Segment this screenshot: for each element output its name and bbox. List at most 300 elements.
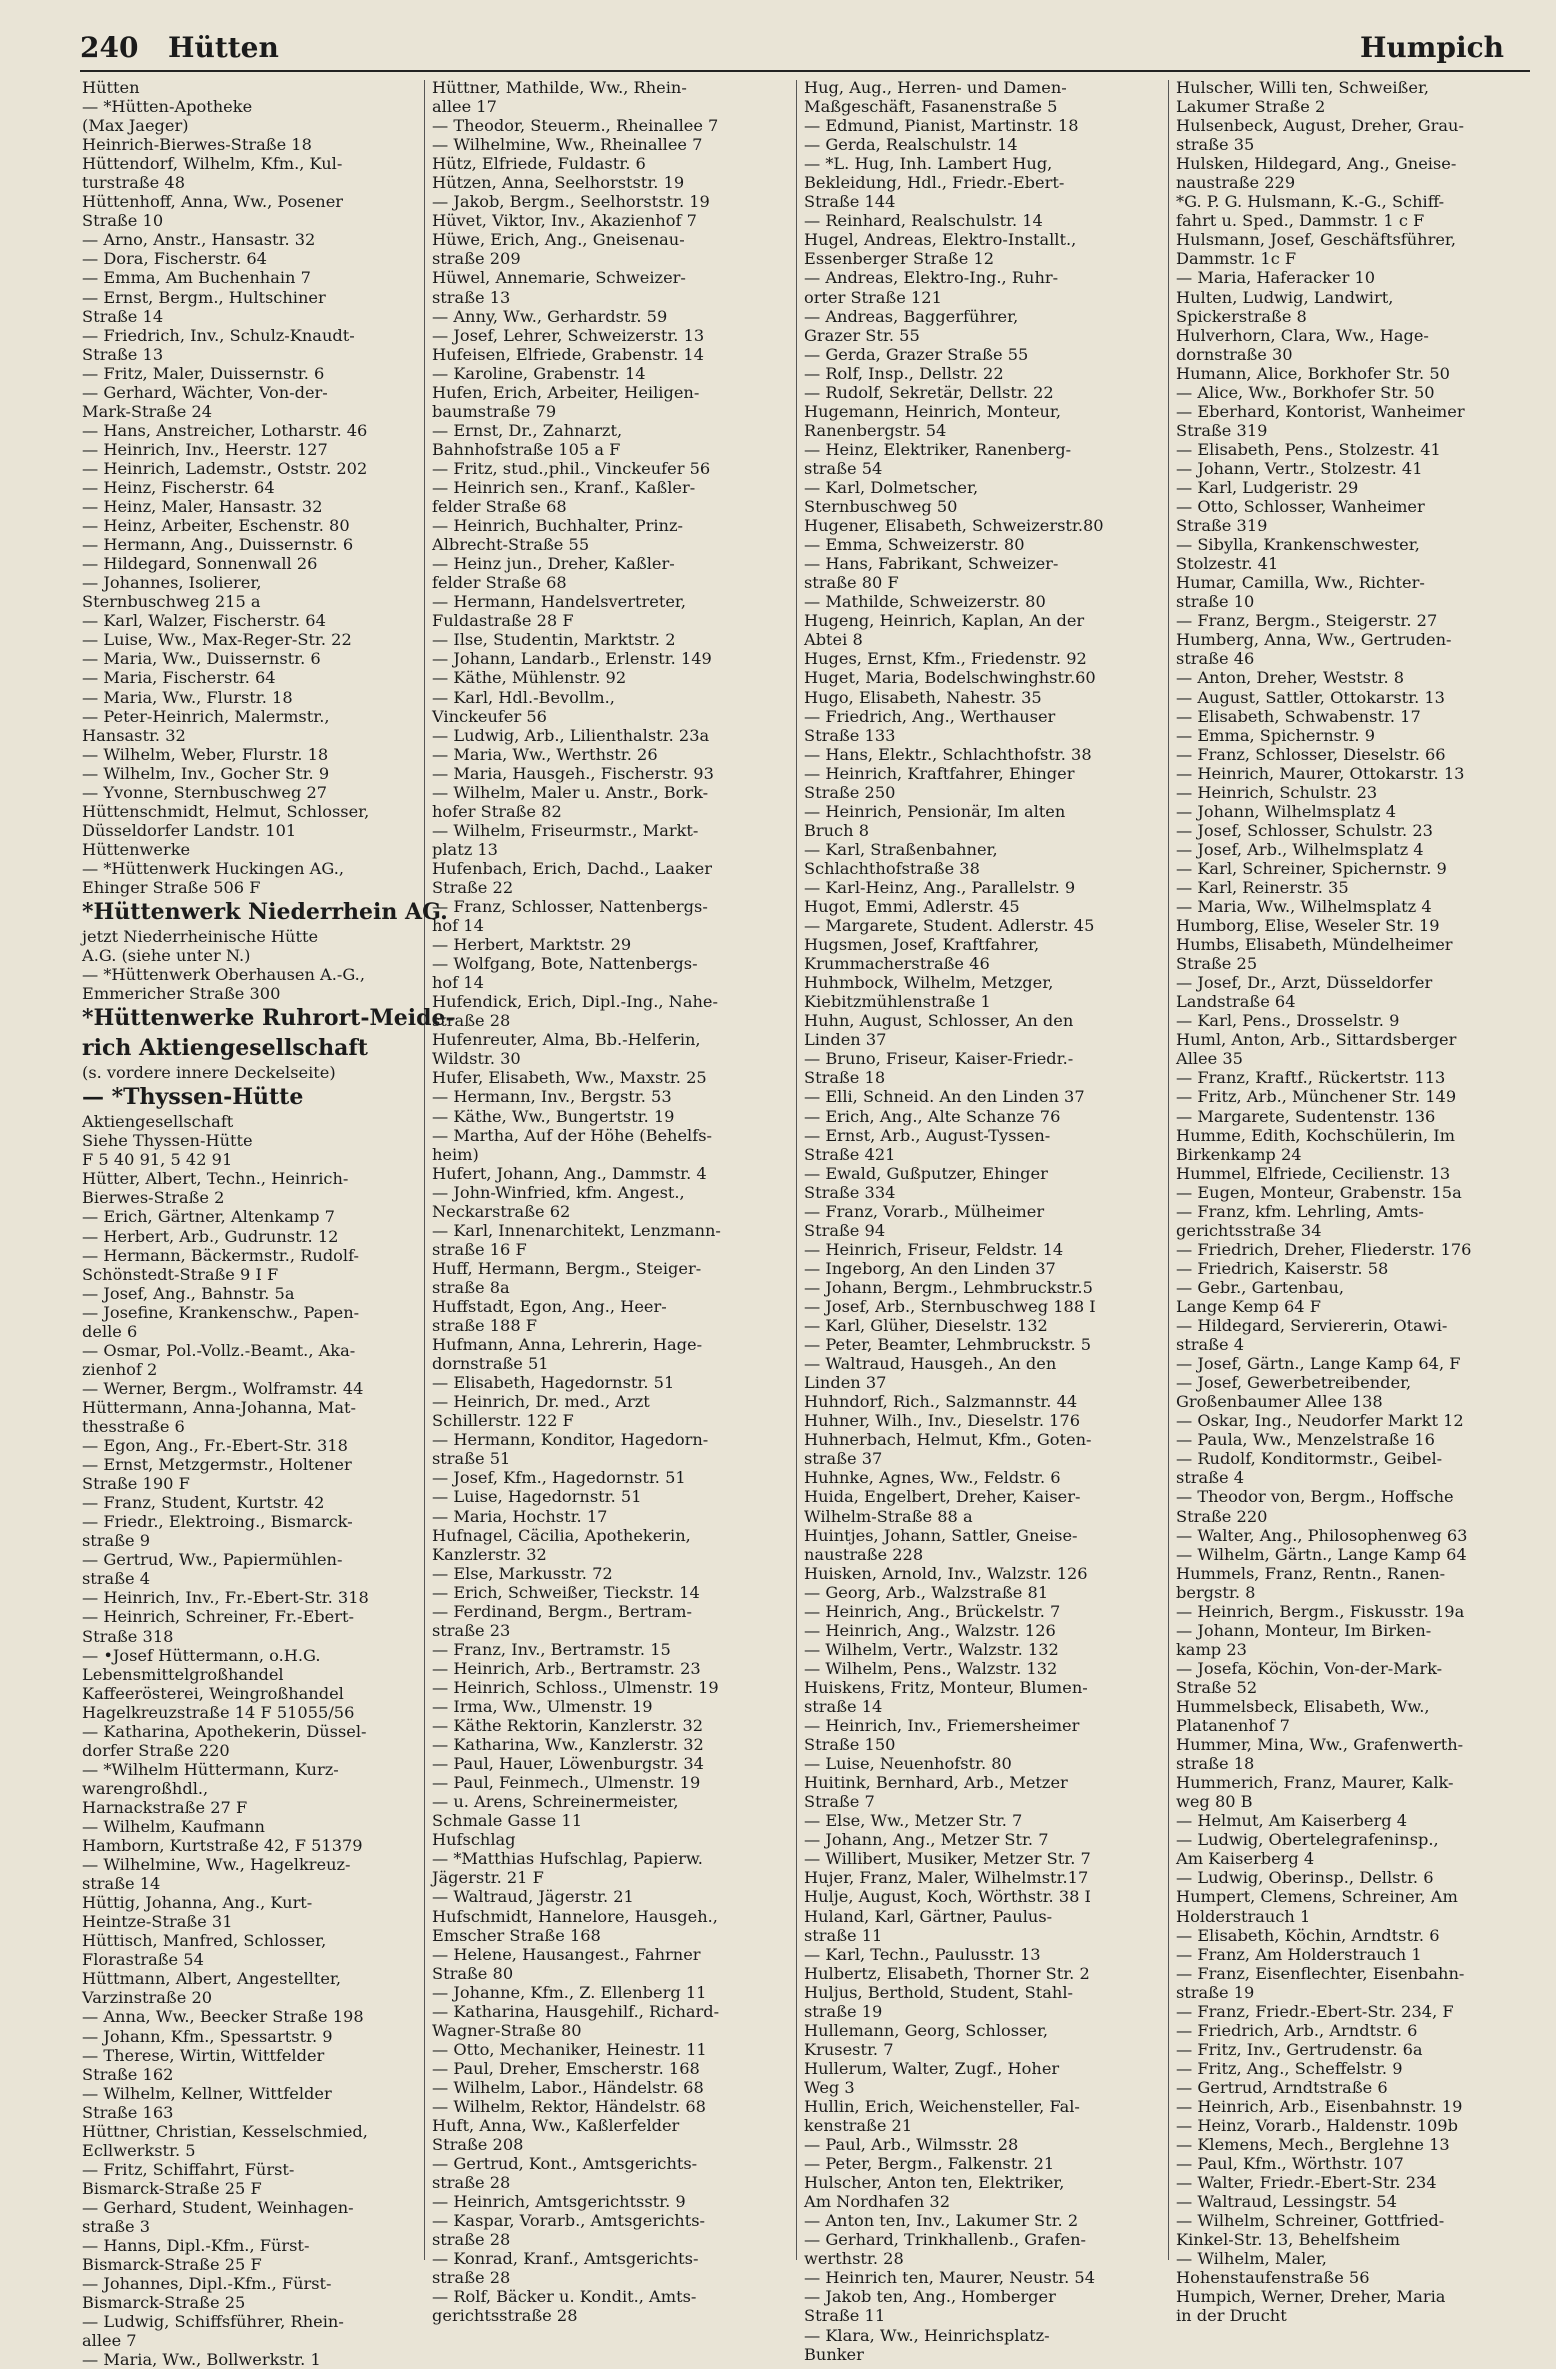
entry-line: — Johann, Kfm., Spessartstr. 9 [82,2026,333,2046]
entry-line: — Ewald, Gußputzer, Ehinger [804,1163,1048,1183]
entry-line: Florastraße 54 [82,1950,204,1970]
entry-line: Großenbaumer Allee 138 [1176,1392,1383,1412]
entry-line: Hufschmidt, Hannelore, Hausgeh., [432,1906,718,1926]
entry-line: — Karl, Dolmetscher, [804,477,979,497]
entry-line: Huljus, Berthold, Student, Stahl- [804,1982,1073,2002]
entry-line: Hufnagel, Cäcilia, Apothekerin, [432,1525,691,1545]
entry-line: — Hermann, Inv., Bergstr. 53 [432,1087,672,1107]
entry-line: — August, Sattler, Ottokarstr. 13 [1176,687,1445,707]
entry-line: Düsseldorfer Landstr. 101 [82,820,297,840]
entry-line: — Maria, Ww., Wilhelmsplatz 4 [1176,897,1432,917]
entry-line: Kiebitzmühlenstraße 1 [804,992,991,1012]
entry-line: — Ferdinand, Bergm., Bertram- [432,1601,692,1621]
entry-line: — Johann, Monteur, Im Birken- [1176,1620,1432,1640]
entry-line: — Johanne, Kfm., Z. Ellenberg 11 [432,1982,707,2002]
entry-line: dorfer Straße 220 [82,1740,230,1760]
entry-line: — Hermann, Ang., Duissernstr. 6 [82,535,354,555]
entry-line: Huft, Anna, Ww., Kaßlerfelder [432,2116,680,2136]
entry-line: — Ludwig, Schiffsführer, Rhein- [82,2312,344,2332]
entry-line: — Karl, Techn., Paulusstr. 13 [804,1944,1041,1964]
entry-line: — Alice, Ww., Borkhofer Str. 50 [1176,382,1435,402]
entry-line: — Elli, Schneid. An den Linden 37 [804,1087,1085,1107]
entry-line: Neckarstraße 62 [432,1201,571,1221]
entry-line: gerichtsstraße 28 [432,2306,578,2326]
entry-line: Huhn, August, Schlosser, An den [804,1011,1074,1031]
entry-line: — Elisabeth, Schwabenstr. 17 [1176,706,1421,726]
entry-line: — Rolf, Insp., Dellstr. 22 [804,363,1004,383]
entry-line: — Hermann, Bäckermstr., Rudolf- [82,1245,359,1265]
entry-line: — Heinz, Fischerstr. 64 [82,477,275,497]
entry-line: — Otto, Schlosser, Wanheimer [1176,497,1425,517]
entry-line: Hug, Aug., Herren- und Damen- [804,78,1067,97]
entry-line: — Reinhard, Realschulstr. 14 [804,211,1043,231]
entry-line: Bruch 8 [804,820,869,840]
entry-line: — Heinrich, Ang., Walzstr. 126 [804,1620,1056,1640]
entry-line: — Friedrich, Inv., Schulz-Knaudt- [82,325,355,345]
entry-line: naustraße 228 [804,1544,924,1564]
entry-line: — Paula, Ww., Menzelstraße 16 [1176,1430,1435,1450]
entry-line: Straße 250 [804,782,896,802]
entry-line: Hüttmann, Albert, Angestellter, [82,1969,342,1989]
entry-line: Hufendick, Erich, Dipl.-Ing., Nahe- [432,992,718,1012]
entry-line: straße 14 [82,1874,161,1894]
entry-line: — Wolfgang, Bote, Nattenbergs- [432,954,698,974]
entry-line: — Erich, Gärtner, Altenkamp 7 [82,1207,335,1227]
entry-line: Albrecht-Straße 55 [432,535,590,555]
entry-line: — Maria, Ww., Flurstr. 18 [82,687,293,707]
entry-line: Humann, Alice, Borkhofer Str. 50 [1176,363,1450,383]
entry-line: Hummel, Elfriede, Cecilienstr. 13 [1176,1163,1451,1183]
entry-line: Hugeng, Heinrich, Kaplan, An der [804,611,1085,631]
entry-line: — Heinrich, Amtsgerichtsstr. 9 [432,2192,686,2212]
entry-line: naustraße 229 [1176,173,1296,193]
entry-line: — Ludwig, Oberinsp., Dellstr. 6 [1176,1868,1434,1888]
entry-line: Straße 25 [1176,954,1258,974]
entry-line: — Gertrud, Kont., Amtsgerichts- [432,2154,698,2174]
entry-line: Straße 319 [1176,516,1268,536]
entry-line: Straße 190 F [82,1474,190,1494]
entry-line: werthstr. 28 [804,2249,904,2269]
entry-line: Hulscher, Anton ten, Elektriker, [804,2173,1065,2193]
entry-line: straße 209 [432,249,521,269]
entry-line: Hufert, Johann, Ang., Dammstr. 4 [432,1163,707,1183]
entry-line: straße 37 [804,1449,883,1469]
entry-line: *G. P. G. Hulsmann, K.-G., Schiff- [1176,192,1445,212]
entry-line: fahrt u. Sped., Dammstr. 1 c F [1176,211,1425,231]
entry-line: Aktiengesellschaft [82,1112,234,1132]
entry-line: — Egon, Ang., Fr.-Ebert-Str. 318 [82,1436,348,1456]
entry-line: Hüttenhoff, Anna, Ww., Posener [82,192,344,212]
entry-line: Huintjes, Johann, Sattler, Gneise- [804,1525,1078,1545]
entry-line: — Herbert, Marktstr. 29 [432,935,632,955]
entry-line: Huhnerbach, Helmut, Kfm., Goten- [804,1430,1092,1450]
entry-line: Huhmbock, Wilhelm, Metzger, [804,973,1054,993]
entry-line: Bierwes-Straße 2 [82,1188,225,1208]
entry-line: Bismarck-Straße 25 F [82,2255,262,2275]
entry-line: A.G. (siehe unter N.) [82,946,251,966]
entry-line: straße 4 [1176,1468,1245,1488]
entry-line: Huhner, Wilh., Inv., Dieselstr. 176 [804,1411,1081,1431]
entry-line: Essenberger Straße 12 [804,249,995,269]
entry-line: — Karl-Heinz, Ang., Parallelstr. 9 [804,877,1076,897]
entry-line: — Erich, Schweißer, Tieckstr. 14 [432,1582,700,1602]
entry-line: Hüttner, Christian, Kesselschmied, [82,2121,368,2141]
entry-line: — Ernst, Dr., Zahnarzt, [432,420,623,440]
entry-line: Birkenkamp 24 [1176,1144,1302,1164]
entry-line: Huland, Karl, Gärtner, Paulus- [804,1906,1053,1926]
entry-line: — Josef, Kfm., Hagedornstr. 51 [432,1468,686,1488]
entry-line: Straße 334 [804,1182,896,1202]
entry-line: — Heinz, Maler, Hansastr. 32 [82,497,323,517]
entry-line: straße 80 F [804,573,899,593]
entry-line: — Emma, Am Buchenhain 7 [82,268,311,288]
entry-line: — Edmund, Pianist, Martinstr. 18 [804,116,1079,136]
entry-line: Hagelkreuzstraße 14 F 51055/56 [82,1702,355,1722]
entry-line: Landstraße 64 [1176,992,1296,1012]
page-header [80,26,1530,70]
entry-line: — Klemens, Mech., Berglehne 13 [1176,2135,1450,2155]
entry-line: — Martha, Auf der Höhe (Behelfs- [432,1125,713,1145]
entry-line: — Maria, Hausgeh., Fischerstr. 93 [432,763,714,783]
entry-line: — Gerhard, Trinkhallenb., Grafen- [804,2230,1087,2250]
entry-line: — Mathilde, Schweizerstr. 80 [804,592,1046,612]
entry-line: warengroßhdl., [82,1778,209,1798]
entry-line: — Heinrich, Ang., Brückelstr. 7 [804,1601,1061,1621]
entry-line: hof 14 [432,973,484,993]
entry-line: Hüwe, Erich, Ang., Gneisenau- [432,230,685,250]
entry-line: Lakumer Straße 2 [1176,97,1326,117]
entry-line: Ranenbergstr. 54 [804,420,947,440]
entry-line: — Josef, Gewerbetreibender, [1176,1373,1412,1393]
entry-line: — Heinrich, Schloss., Ulmenstr. 19 [432,1677,719,1697]
entry-line: — Ernst, Bergm., Hultschiner [82,287,326,307]
entry-line: (Max Jaeger) [82,116,189,136]
entry-line: — Josefine, Krankenschw., Papen- [82,1302,360,1322]
entry-line: — Elisabeth, Pens., Stolzestr. 41 [1176,439,1441,459]
entry-line: — Wilhelm, Kaufmann [82,1816,265,1836]
entry-line: — Fritz, Schiffahrt, Fürst- [82,2159,295,2179]
entry-line: Wildstr. 30 [432,1049,521,1069]
entry-line: — Josef, Ang., Bahnstr. 5a [82,1283,295,1303]
entry-line: — Oskar, Ing., Neudorfer Markt 12 [1176,1411,1464,1431]
entry-line: — Josef, Arb., Wilhelmsplatz 4 [1176,839,1424,859]
entry-line: — Wilhelm, Schreiner, Gottfried- [1176,2211,1445,2231]
entry-line: — Dora, Fischerstr. 64 [82,249,267,269]
entry-line: Grazer Str. 55 [804,325,920,345]
entry-line: — Helene, Hausangest., Fahrner [432,1944,701,1964]
entry-line: straße 46 [1176,649,1255,669]
entry-line: — Maria, Hochstr. 17 [432,1506,608,1526]
entry-line: — Franz, Kraftf., Rückertstr. 113 [1176,1068,1446,1088]
entry-line: straße 11 [804,1925,883,1945]
entry-line: Huffstadt, Egon, Ang., Heer- [432,1297,667,1316]
entry-line: Lebensmittelgroßhandel [82,1664,284,1684]
entry-line: Hugemann, Heinrich, Monteur, [804,401,1061,421]
entry-line: — Rudolf, Konditormstr., Geibel- [1176,1449,1443,1469]
entry-line: — Wilhelm, Gärtn., Lange Kamp 64 [1176,1544,1467,1564]
entry-line: — Franz, Student, Kurtstr. 42 [82,1493,325,1513]
entry-line: turstraße 48 [82,173,186,193]
entry-line: allee 17 [432,97,497,117]
entry-line: Hüvet, Viktor, Inv., Akazienhof 7 [432,211,697,231]
entry-line: — Luise, Hagedornstr. 51 [432,1487,642,1507]
entry-line: Humme, Edith, Kochschülerin, Im [1176,1125,1455,1145]
entry-line: — Walter, Friedr.-Ebert-Str. 234 [1176,2173,1437,2193]
entry-line: Straße 11 [804,2306,886,2326]
entry-line: — Klara, Ww., Heinrichsplatz- [804,2325,1050,2345]
entry-line: Hüwel, Annemarie, Schweizer- [432,268,686,288]
entry-line: — Fritz, stud.,phil., Vinckeufer 56 [432,458,711,478]
entry-line: Huhnke, Agnes, Ww., Feldstr. 6 [804,1468,1061,1488]
entry-line: F 5 40 91, 5 42 91 [82,1150,233,1170]
entry-line: — Fritz, Arb., Münchener Str. 149 [1176,1087,1457,1107]
entry-line: Straße 18 [804,1068,886,1088]
entry-line: — Heinrich, Inv., Friemersheimer [804,1716,1080,1736]
entry-line: Kanzlerstr. 32 [432,1544,547,1564]
entry-line: — Josef, Lehrer, Schweizerstr. 13 [432,325,705,345]
entry-line: Hüttner, Mathilde, Ww., Rhein- [432,78,687,97]
entry-line: Bekleidung, Hdl., Friedr.-Ebert- [804,173,1065,193]
entry-line: — Maria, Haferacker 10 [1176,268,1376,288]
entry-line: Straße 163 [82,2102,174,2122]
entry-line: straße 16 F [432,1239,527,1259]
entry-line: straße 28 [432,2268,511,2288]
entry-line: baumstraße 79 [432,401,557,421]
entry-line: Linden 37 [804,1030,887,1050]
entry-line: Humborg, Elise, Weseler Str. 19 [1176,916,1440,936]
entry-line: — Hermann, Handelsvertreter, [432,592,687,612]
entry-line: Hufschlag [432,1830,516,1850]
entry-line: dornstraße 30 [1176,344,1293,364]
entry-line: Hummerich, Franz, Maurer, Kalk- [1176,1773,1454,1793]
entry-line: — Hans, Elektr., Schlachthofstr. 38 [804,744,1092,764]
entry-line: Straße 319 [1176,420,1268,440]
entry-line: — Josef, Dr., Arzt, Düsseldorfer [1176,973,1433,993]
entry-line: — Franz, Schlosser, Nattenbergs- [432,897,708,917]
entry-line: allee 7 [82,2331,137,2351]
entry-line: zienhof 2 [82,1359,158,1379]
entry-line: — Maria, Ww., Duissernstr. 6 [82,649,321,669]
entry-line: — Elisabeth, Köchin, Arndtstr. 6 [1176,1925,1440,1945]
entry-line: Hummels, Franz, Rentn., Ranen- [1176,1563,1446,1583]
entry-line: Hamborn, Kurtstraße 42, F 51379 [82,1836,363,1856]
entry-line: (s. vordere innere Deckelseite) [82,1063,336,1083]
entry-line: Humbs, Elisabeth, Mündelheimer [1176,935,1453,955]
last-entry-word: Humpich [1359,31,1504,64]
entry-line: — Heinrich, Pensionär, Im alten [804,801,1066,821]
entry-line: — Johann, Landarb., Erlenstr. 149 [432,649,712,669]
entry-line: — *Matthias Hufschlag, Papierw. [432,1849,703,1869]
entry-line: — Paul, Feinmech., Ulmenstr. 19 [432,1773,701,1793]
entry-line: — Karl, Pens., Drosselstr. 9 [1176,1011,1400,1031]
entry-line: straße 35 [1176,135,1255,155]
entry-line: — Franz, Friedr.-Ebert-Str. 234, F [1176,2001,1454,2021]
entry-line: — *Wilhelm Hüttermann, Kurz- [82,1759,339,1779]
entry-line: straße 19 [1176,1982,1255,2002]
entry-line: — Erich, Ang., Alte Schanze 76 [804,1106,1061,1126]
entry-line: Straße 144 [804,192,896,212]
entry-line: — Katharina, Hausgehilf., Richard- [432,2001,720,2021]
entry-line: — *Hüttenwerk Huckingen AG., [82,858,344,878]
entry-line: — Karl, Innenarchitekt, Lenzmann- [432,1220,721,1240]
entry-line: heim) [432,1144,479,1164]
entry-line: — Paul, Kfm., Wörthstr. 107 [1176,2154,1404,2174]
entry-line: — Theodor, Steuerm., Rheinallee 7 [432,116,719,136]
entry-line: Hugot, Emmi, Adlerstr. 45 [804,897,1020,917]
entry-line: — Wilhelm, Maler u. Anstr., Bork- [432,782,709,802]
entry-line: — Käthe Rektorin, Kanzlerstr. 32 [432,1716,704,1736]
entry-line: — Ludwig, Arb., Lilienthalstr. 23a [432,725,710,745]
entry-line: — Theodor von, Bergm., Hoffsche [1176,1487,1454,1507]
entry-line: Holderstrauch 1 [1176,1906,1311,1926]
entry-line: — Wilhelm, Kellner, Wittfelder [82,2083,332,2103]
entry-line: — Karl, Reinerstr. 35 [1176,877,1349,897]
entry-line: straße 51 [432,1449,511,1469]
entry-line: — Johannes, Dipl.-Kfm., Fürst- [82,2274,332,2294]
entry-line: hof 14 [432,916,484,936]
entry-line: — Ilse, Studentin, Marktstr. 2 [432,630,676,650]
entry-line: Hugel, Andreas, Elektro-Installt., [804,230,1077,250]
entry-line: — Karl, Glüher, Dieselstr. 132 [804,1316,1048,1336]
entry-line: — Heinrich, Buchhalter, Prinz- [432,516,683,536]
entry-line: — John-Winfried, kfm. Angest., [432,1182,685,1202]
entry-line: Hulten, Ludwig, Landwirt, [1176,287,1394,307]
entry-line: Wilhelm-Straße 88 a [804,1506,973,1526]
entry-line: — Else, Markusstr. 72 [432,1563,613,1583]
entry-line: — Karl, Schreiner, Spichernstr. 9 [1176,858,1447,878]
entry-line: Schlachthofstraße 38 [804,858,980,878]
entry-line: — Josefa, Köchin, Von-der-Mark- [1176,1658,1443,1678]
entry-line: Siehe Thyssen-Hütte [82,1131,253,1151]
entry-line: *Hüttenwerke Ruhrort-Meide- [82,1005,455,1032]
entry-line: — Josef, Schlosser, Schulstr. 23 [1176,820,1433,840]
entry-line: — Franz, Schlosser, Dieselstr. 66 [1176,744,1446,764]
entry-line: — Hanns, Dipl.-Kfm., Fürst- [82,2236,310,2256]
entry-line: Ecllwerkstr. 5 [82,2140,196,2160]
entry-line: straße 28 [432,2173,511,2193]
entry-line: — Eberhard, Kontorist, Wanheimer [1176,401,1465,421]
entry-line: — Peter, Bergm., Falkenstr. 21 [804,2154,1055,2174]
entry-line: jetzt Niederrheinische Hütte [82,927,319,947]
entry-line: Dammstr. 1c F [1176,249,1297,269]
entry-line: — Franz, kfm. Lehrling, Amts- [1176,1201,1424,1221]
entry-line: Huitink, Bernhard, Arb., Metzer [804,1773,1068,1793]
entry-line: platz 13 [432,839,498,859]
entry-line: Hulscher, Willi ten, Schweißer, [1176,78,1430,97]
entry-line: — Heinrich, Friseur, Feldstr. 14 [804,1239,1064,1259]
entry-line: — Friedrich, Dreher, Fliederstr. 176 [1176,1239,1472,1259]
entry-column-2 [432,78,784,2326]
entry-line: — Katharina, Ww., Kanzlerstr. 32 [432,1735,704,1755]
entry-line: Hugener, Elisabeth, Schweizerstr.80 [804,516,1104,536]
entry-line: Straße 13 [82,344,164,364]
entry-line: straße 13 [432,287,511,307]
entry-line: Hufeisen, Elfriede, Grabenstr. 14 [432,344,704,364]
entry-line: gerichtsstraße 34 [1176,1220,1322,1240]
entry-line: Hütz, Elfriede, Fuldastr. 6 [432,154,646,174]
entry-line: — Margarete, Student. Adlerstr. 45 [804,916,1095,936]
entry-line: Hüttenschmidt, Helmut, Schlosser, [82,801,370,821]
entry-line: — Anny, Ww., Gerhardstr. 59 [432,306,668,326]
entry-line: — u. Arens, Schreinermeister, [432,1792,679,1812]
entry-line: — Walter, Ang., Philosophenweg 63 [1176,1525,1468,1545]
entry-line: Schmale Gasse 11 [432,1811,583,1831]
entry-line: — Else, Ww., Metzer Str. 7 [804,1811,1023,1831]
entry-line: — Emma, Spichernstr. 9 [1176,725,1376,745]
entry-line: Platanenhof 7 [1176,1716,1290,1736]
entry-line: straße 23 [432,1620,511,1640]
entry-line: Hummer, Mina, Ww., Grafenwerth- [1176,1735,1464,1755]
entry-line: Lange Kemp 64 F [1176,1297,1321,1316]
entry-line: — Elisabeth, Hagedornstr. 51 [432,1373,675,1393]
entry-line: Hüttisch, Manfred, Schlosser, [82,1931,327,1951]
entry-line: Am Kaiserberg 4 [1176,1849,1315,1869]
entry-line: Straße 10 [82,211,164,231]
entry-line: — Karoline, Grabenstr. 14 [432,363,646,383]
entry-line: Straße 208 [432,2135,524,2155]
entry-line: — Andreas, Baggerführer, [804,306,1019,326]
entry-line: dornstraße 51 [432,1354,549,1374]
entry-line: — Luise, Ww., Max-Reger-Str. 22 [82,630,352,650]
entry-line: — Karl, Ludgeristr. 29 [1176,477,1359,497]
entry-line: Spickerstraße 8 [1176,306,1307,326]
entry-line: Jägerstr. 21 F [432,1868,544,1888]
entry-line: — Franz, Am Holderstrauch 1 [1176,1944,1422,1964]
entry-line: — Herbert, Arb., Gudrunstr. 12 [82,1226,339,1246]
entry-line: — Maria, Fischerstr. 64 [82,668,276,688]
entry-line: delle 6 [82,1321,138,1341]
entry-line: — Johannes, Isolierer, [82,573,262,593]
entry-line: Hulsmann, Josef, Geschäftsführer, [1176,230,1457,250]
entry-line: — Gerhard, Wächter, Von-der- [82,382,328,402]
entry-line: Krusestr. 7 [804,2039,894,2059]
entry-line: Humberg, Anna, Ww., Gertruden- [1176,630,1452,650]
header-rule [80,70,1530,72]
entry-line: — Katharina, Apothekerin, Düssel- [82,1721,367,1741]
entry-line: Huff, Hermann, Bergm., Steiger- [432,1258,702,1278]
entry-line: Hujer, Franz, Maler, Wilhelmstr.17 [804,1868,1089,1888]
entry-line: straße 19 [804,2001,883,2021]
entry-line: Linden 37 [804,1373,887,1393]
entry-line: — Franz, Bergm., Steigerstr. 27 [1176,611,1438,631]
entry-line: — Wilhelm, Pens., Walzstr. 132 [804,1658,1058,1678]
entry-line: weg 80 B [1176,1792,1253,1812]
entry-line: — Friedrich, Arb., Arndtstr. 6 [1176,2020,1418,2040]
entry-line: — Emma, Schweizerstr. 80 [804,535,1025,555]
entry-line: Kaffeerösterei, Weingroßhandel [82,1683,344,1703]
entry-line: — Käthe, Ww., Bungertstr. 19 [432,1106,675,1126]
entry-line: — Rudolf, Sekretär, Dellstr. 22 [804,382,1054,402]
entry-line: — Ingeborg, An den Linden 37 [804,1258,1056,1278]
entry-line: — Paul, Arb., Wilmsstr. 28 [804,2135,1019,2155]
entry-line: — Ernst, Metzgermstr., Holtener [82,1455,352,1475]
entry-line: straße 14 [804,1696,883,1716]
entry-line: Hüttenwerke [82,839,191,859]
entry-line: — Helmut, Am Kaiserberg 4 [1176,1811,1407,1831]
entry-line: — *Hüttenwerk Oberhausen A.-G., [82,965,365,985]
entry-line: rich Aktiengesellschaft [82,1035,368,1062]
entry-line: — Friedrich, Ang., Werthauser [804,706,1056,726]
entry-line: Krummacherstraße 46 [804,954,990,974]
entry-line: — Irma, Ww., Ulmenstr. 19 [432,1696,653,1716]
entry-line: — Hermann, Konditor, Hagedorn- [432,1430,709,1450]
entry-line: — Eugen, Monteur, Grabenstr. 15a [1176,1182,1462,1202]
entry-line: — Heinrich, Inv., Fr.-Ebert-Str. 318 [82,1588,369,1608]
entry-line: Hummelsbeck, Elisabeth, Ww., [1176,1696,1430,1716]
entry-line: — Hildegard, Serviererin, Otawi- [1176,1316,1448,1336]
entry-line: — Heinrich, Arb., Eisenbahnstr. 19 [1176,2096,1463,2116]
entry-line: — Paul, Dreher, Emscherstr. 168 [432,2058,700,2078]
